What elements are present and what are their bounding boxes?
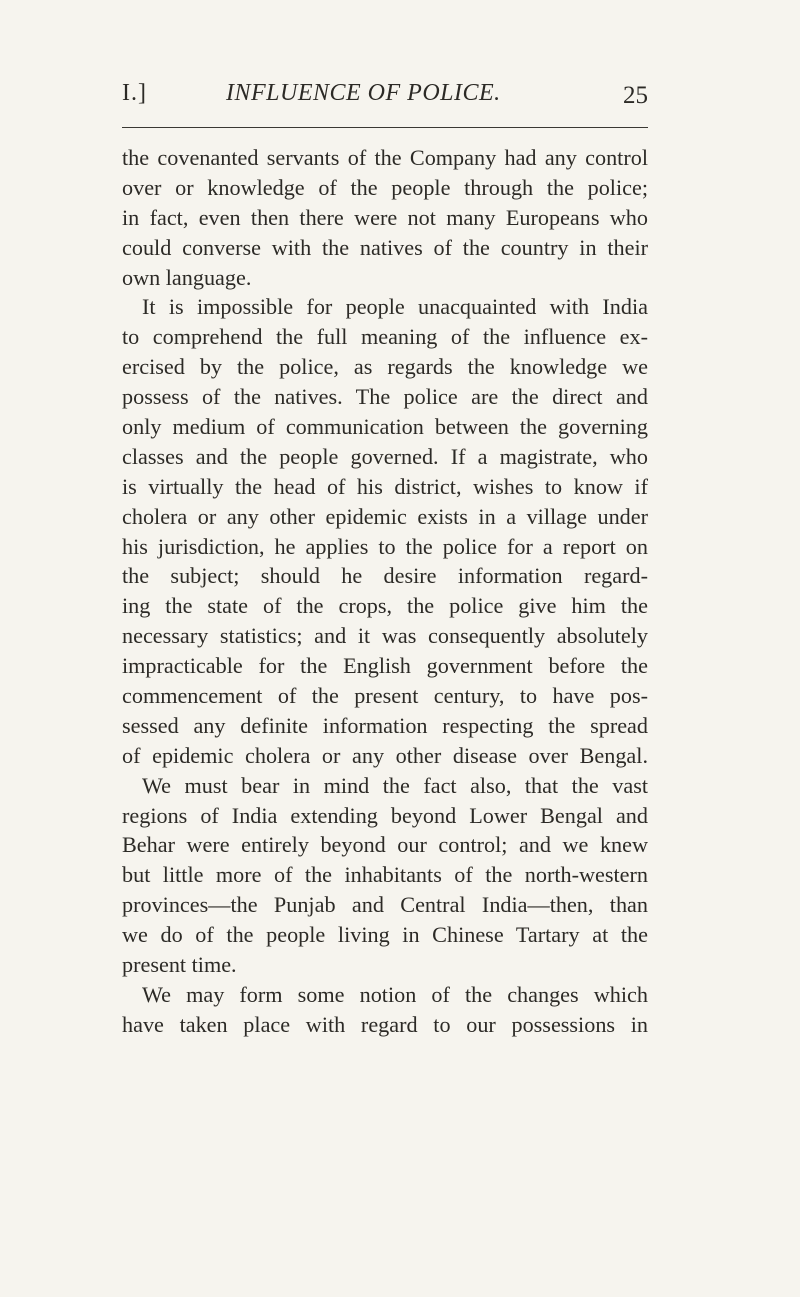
text-line: the covenanted servants of the Company had any control [122, 145, 648, 170]
text-line: regions of India extending beyond Lower Bengal and [122, 802, 648, 828]
text-line: own language. [122, 264, 252, 290]
text-line: cholera or any other epidemic exists in a village under [122, 503, 648, 529]
text-line: only medium of communication between the governing [122, 414, 648, 440]
text-line: ing the state of the crops, the police give him the [122, 593, 648, 619]
page-number: 25 [623, 82, 648, 109]
body-text [122, 143, 648, 1040]
chapter-marker: I.] [122, 80, 147, 106]
text-line: We must bear in mind the fact also, that the vast [142, 772, 648, 798]
text-line: possess of the natives. The police are the direct and [122, 384, 648, 410]
text-line: his jurisdiction, he applies to the police for a report on [122, 533, 648, 559]
text-line: of epidemic cholera or any other disease over Bengal. [122, 742, 648, 768]
text-line: is virtually the head of his district, wishes to know if [122, 473, 648, 499]
page-header [122, 80, 648, 116]
text-line: ercised by the police, as regards the knowledge we [122, 354, 648, 380]
text-line: could converse with the natives of the country in their [122, 234, 648, 260]
text-line: but little more of the inhabitants of the north-western [122, 862, 648, 888]
text-line: We may form some notion of the changes which [142, 981, 648, 1007]
text-line: Behar were entirely beyond our control; and we knew [122, 832, 648, 858]
text-line: classes and the people governed. If a magistrate, who [122, 443, 648, 469]
running-title: INFLUENCE OF POLICE. [226, 80, 501, 106]
text-line: over or knowledge of the people through the police; [122, 174, 648, 200]
text-line: in fact, even then there were not many Europeans who [122, 204, 648, 230]
text-line: to comprehend the full meaning of the influence ex- [122, 324, 648, 350]
header-rule [122, 127, 648, 128]
text-line: the subject; should he desire information regard- [122, 563, 648, 589]
text-line: commencement of the present century, to have pos- [122, 683, 648, 709]
text-line: provinces—the Punjab and Central India—then, than [122, 892, 648, 918]
text-line: sessed any definite information respecting the spread [122, 712, 648, 738]
text-line: we do of the people living in Chinese Tartary at the [122, 922, 648, 948]
text-line: impracticable for the English government before the [122, 653, 648, 679]
text-line: have taken place with regard to our possessions in [122, 1011, 648, 1037]
text-line: necessary statistics; and it was consequently absolutely [122, 623, 648, 649]
text-line: present time. [122, 952, 237, 978]
text-line: It is impossible for people unacquainted with India [142, 294, 648, 320]
